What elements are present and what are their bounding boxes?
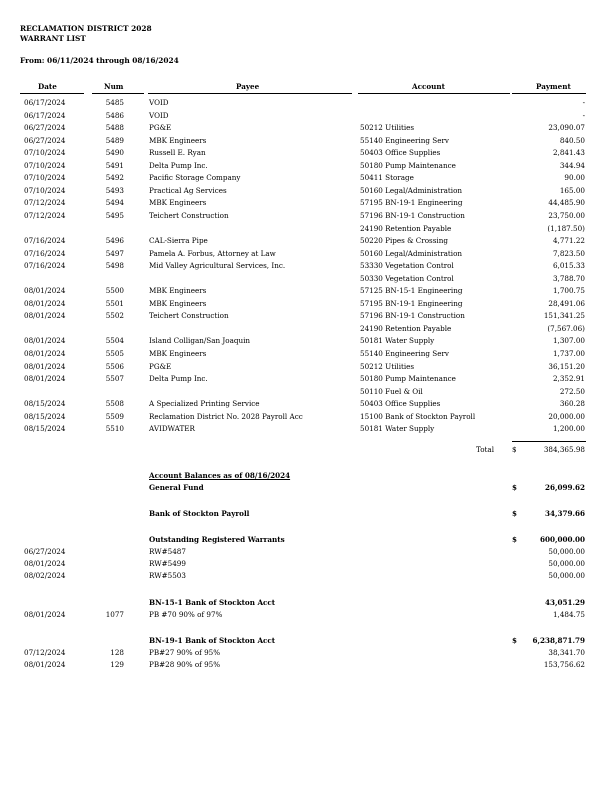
bn15-item-date: 08/01/2024	[24, 610, 66, 619]
row-date: 07/10/2024	[24, 160, 66, 170]
row-num: 5493	[105, 185, 124, 195]
row-num: 5504	[105, 336, 124, 346]
col-num: Num	[104, 82, 124, 91]
row-payment: 44,485.90	[548, 198, 585, 208]
row-payee: CAL-Sierra Pipe	[149, 236, 208, 246]
bn19-item	[0, 659, 612, 671]
outstanding-item-amount: 50,000.00	[548, 547, 585, 556]
row-account: 50180 Pump Maintenance	[360, 374, 456, 384]
row-account: 50411 Storage	[360, 173, 414, 183]
row-date: 08/15/2024	[24, 424, 66, 434]
table-row	[0, 335, 612, 347]
row-payment: 7,823.50	[552, 248, 585, 258]
row-payment: 23,090.07	[548, 123, 585, 133]
row-num: 5505	[105, 349, 124, 358]
row-account: 57196 BN-19-1 Construction	[360, 311, 465, 321]
bn19-item	[0, 647, 612, 659]
row-date: 08/01/2024	[24, 286, 66, 296]
row-date: 08/01/2024	[24, 361, 66, 371]
table-row	[0, 160, 612, 172]
col-payment-underline	[512, 93, 586, 94]
row-payee: Reclamation District No. 2028 Payroll Acc	[149, 411, 303, 421]
table-row	[0, 323, 612, 335]
row-date: 06/17/2024	[24, 98, 66, 107]
row-date: 08/15/2024	[24, 411, 66, 421]
bn15-label: BN-15-1 Bank of Stockton Acct	[149, 598, 276, 607]
total-dollar: $	[512, 445, 517, 454]
row-date: 07/12/2024	[24, 210, 66, 220]
row-payee: Teichert Construction	[149, 210, 229, 220]
row-payee: Russell E. Ryan	[149, 148, 206, 158]
row-num: 5495	[105, 210, 124, 220]
row-payee: A Specialized Printing Service	[149, 399, 260, 409]
payroll-amount: 34,379.66	[544, 509, 585, 518]
row-payment: 1,307.00	[552, 336, 585, 346]
row-date: 08/15/2024	[24, 399, 66, 409]
outstanding-item-date: 08/02/2024	[24, 571, 66, 580]
col-date: Date	[38, 82, 57, 91]
balances-title: Account Balances as of 08/16/2024	[149, 471, 291, 480]
row-account: 50110 Fuel & Oil	[360, 386, 423, 396]
row-payee: AVIDWATER	[149, 424, 195, 434]
table-row	[0, 110, 612, 122]
row-date: 08/01/2024	[24, 298, 66, 308]
table-row	[0, 97, 612, 109]
row-account: 50220 Pipes & Crossing	[360, 236, 448, 246]
row-payment: 272.50	[559, 386, 585, 396]
bn19-item-date: 08/01/2024	[24, 660, 66, 669]
row-payment: -	[582, 110, 585, 120]
table-row	[0, 411, 612, 423]
column-header-row	[20, 81, 586, 93]
outstanding-item-amount: 50,000.00	[548, 559, 585, 568]
row-payee: Delta Pump Inc.	[149, 374, 208, 384]
row-num: 5489	[105, 135, 124, 145]
bn15-amount: 43,051.29	[544, 598, 585, 607]
table-row	[0, 423, 612, 435]
row-account: 57195 BN-19-1 Engineering	[360, 198, 463, 208]
bn19-amount: 6,238,871.79	[532, 636, 585, 645]
row-account: 57125 BN-15-1 Engineering	[360, 286, 463, 296]
row-date: 07/12/2024	[24, 198, 66, 208]
row-account: 50212 Utilities	[360, 361, 415, 371]
row-payment: 2,841.43	[552, 148, 585, 158]
col-num-underline	[92, 93, 144, 94]
row-num: 5496	[105, 236, 124, 246]
row-num: 5501	[105, 298, 124, 308]
row-payee: PG&E	[149, 361, 172, 371]
bn19-item-payee: PB#28 90% of 95%	[149, 660, 221, 669]
outstanding-item-payee: RW#5487	[149, 547, 186, 556]
table-row	[0, 310, 612, 322]
bn15-row	[0, 597, 612, 609]
row-date: 07/10/2024	[24, 185, 66, 195]
row-payment: 6,015.33	[552, 261, 585, 271]
row-date: 07/16/2024	[24, 248, 66, 258]
bn19-item-amount: 38,341.70	[548, 648, 585, 657]
document-title: WARRANT LIST	[20, 34, 86, 43]
outstanding-label: Outstanding Registered Warrants	[149, 535, 285, 544]
row-payment: 2,352.91	[552, 374, 585, 384]
row-payment: 151,341.25	[543, 311, 585, 321]
table-row	[0, 147, 612, 159]
row-payee: Mid Valley Agricultural Services, Inc.	[149, 261, 286, 271]
table-row	[0, 210, 612, 222]
bn19-item-date: 07/12/2024	[24, 648, 66, 657]
row-account: 50330 Vegetation Control	[360, 273, 454, 283]
row-payment: 20,000.00	[548, 411, 585, 421]
row-payment: (7,567.06)	[547, 323, 585, 333]
row-date: 07/10/2024	[24, 148, 66, 158]
row-account: 50160 Legal/Administration	[360, 248, 463, 258]
bn15-item-amount: 1,484.75	[552, 610, 585, 619]
bn15-item-num: 1077	[105, 610, 124, 619]
outstanding-item-payee: RW#5499	[149, 559, 186, 568]
bn15-item	[0, 609, 612, 621]
col-payment: Payment	[536, 82, 571, 91]
row-account: 57195 BN-19-1 Engineering	[360, 298, 463, 308]
row-num: 5486	[105, 110, 124, 120]
row-payment: 36,151.20	[548, 361, 585, 371]
bn19-item-num: 128	[110, 648, 124, 657]
row-payee: MBK Engineers	[149, 135, 207, 145]
payroll-dollar: $	[512, 509, 518, 518]
row-date: 07/16/2024	[24, 236, 66, 246]
bn19-item-num: 129	[110, 660, 124, 669]
row-payee: Delta Pump Inc.	[149, 160, 208, 170]
row-account: 24190 Retention Payable	[360, 223, 452, 233]
row-payee: Pacific Storage Company	[149, 173, 241, 183]
outstanding-dollar: $	[512, 535, 518, 544]
payroll-row	[0, 508, 612, 520]
row-num: 5508	[105, 399, 124, 409]
outstanding-item	[0, 546, 612, 558]
row-date: 07/10/2024	[24, 173, 66, 183]
row-date: 08/01/2024	[24, 336, 66, 346]
row-account: 15100 Bank of Stockton Payroll	[360, 411, 476, 421]
general-fund-row	[0, 482, 612, 494]
outstanding-item	[0, 570, 612, 582]
row-payee: PG&E	[149, 123, 172, 133]
total-rule	[512, 441, 586, 442]
row-payment: -	[582, 98, 585, 107]
row-account: 55140 Engineering Serv	[360, 135, 449, 145]
row-date: 07/16/2024	[24, 261, 66, 271]
row-num: 5494	[105, 198, 124, 208]
row-payment: 1,700.75	[552, 286, 585, 296]
table-row	[0, 361, 612, 373]
bn19-label: BN-19-1 Bank of Stockton Acct	[149, 636, 276, 645]
row-payment: 90.00	[564, 173, 585, 183]
table-row	[0, 235, 612, 247]
bn19-row	[0, 635, 612, 647]
row-num: 5502	[105, 311, 124, 321]
date-range: From: 06/11/2024 through 08/16/2024	[20, 56, 179, 65]
table-row	[0, 273, 612, 285]
table-row	[0, 122, 612, 134]
row-date: 06/27/2024	[24, 123, 66, 133]
table-row	[0, 197, 612, 209]
row-account: 50160 Legal/Administration	[360, 185, 463, 195]
row-payee: MBK Engineers	[149, 349, 207, 358]
row-num: 5491	[105, 160, 124, 170]
row-payee: MBK Engineers	[149, 286, 207, 296]
total-label: Total	[475, 445, 494, 454]
row-payment: 360.28	[559, 399, 585, 409]
row-payment: 165.00	[559, 185, 585, 195]
col-date-underline	[20, 93, 84, 94]
outstanding-item-date: 06/27/2024	[24, 547, 66, 556]
table-row	[0, 172, 612, 184]
table-row	[0, 386, 612, 398]
row-account: 53330 Vegetation Control	[360, 261, 454, 271]
row-num: 5490	[105, 148, 124, 158]
row-account: 50180 Pump Maintenance	[360, 160, 456, 170]
row-payment: (1,187.50)	[547, 223, 585, 233]
table-row	[0, 260, 612, 272]
outstanding-item	[0, 558, 612, 570]
table-row	[0, 185, 612, 197]
row-date: 08/01/2024	[24, 374, 66, 384]
bn19-item-amount: 153,756.62	[543, 660, 585, 669]
row-num: 5498	[105, 261, 124, 271]
row-account: 50212 Utilities	[360, 123, 415, 133]
payroll-label: Bank of Stockton Payroll	[149, 509, 250, 518]
row-date: 06/17/2024	[24, 110, 66, 120]
table-row	[0, 135, 612, 147]
table-row	[0, 398, 612, 410]
row-num: 5509	[105, 411, 124, 421]
general-fund-dollar: $	[512, 483, 518, 492]
row-num: 5485	[105, 98, 124, 107]
bn15-item-payee: PB #70 90% of 97%	[149, 610, 223, 619]
row-payment: 1,737.00	[552, 349, 585, 358]
row-payee: Practical Ag Services	[149, 185, 227, 195]
row-date: 08/01/2024	[24, 349, 66, 358]
row-account: 50403 Office Supplies	[360, 399, 441, 409]
org-name: RECLAMATION DISTRICT 2028	[20, 24, 152, 33]
row-payment: 28,491.06	[548, 298, 585, 308]
row-account: 57196 BN-19-1 Construction	[360, 210, 465, 220]
row-account: 50181 Water Supply	[360, 336, 435, 346]
row-num: 5488	[105, 123, 124, 133]
col-payee: Payee	[236, 82, 260, 91]
row-account: 55140 Engineering Serv	[360, 349, 449, 358]
outstanding-row	[0, 534, 612, 546]
outstanding-amount: 600,000.00	[539, 535, 585, 544]
row-payment: 840.50	[559, 135, 585, 145]
bn19-item-payee: PB#27 90% of 95%	[149, 648, 221, 657]
row-num: 5510	[105, 424, 124, 434]
balances-title-row	[0, 470, 612, 482]
row-payee: Teichert Construction	[149, 311, 229, 321]
row-payee: MBK Engineers	[149, 198, 207, 208]
row-num: 5500	[105, 286, 124, 296]
row-payment: 4,771.22	[552, 236, 585, 246]
general-fund-label: General Fund	[149, 483, 204, 492]
table-row	[0, 285, 612, 297]
row-account: 50181 Water Supply	[360, 424, 435, 434]
total-amount: 384,365.98	[543, 445, 585, 454]
bn19-dollar: $	[512, 636, 518, 645]
outstanding-item-date: 08/01/2024	[24, 559, 66, 568]
row-payee: MBK Engineers	[149, 298, 207, 308]
row-num: 5492	[105, 173, 124, 183]
row-payee: VOID	[149, 98, 169, 107]
row-payment: 344.94	[559, 160, 585, 170]
row-num: 5507	[105, 374, 124, 384]
row-num: 5506	[105, 361, 124, 371]
row-date: 06/27/2024	[24, 135, 66, 145]
table-row	[0, 298, 612, 310]
table-row	[0, 373, 612, 385]
row-payee: Island Colligan/San Joaquin	[149, 336, 251, 346]
col-account-underline	[358, 93, 510, 94]
row-date: 08/01/2024	[24, 311, 66, 321]
row-payment: 1,200.00	[552, 424, 585, 434]
col-payee-underline	[148, 93, 352, 94]
col-account: Account	[412, 82, 445, 91]
row-payee: VOID	[149, 110, 169, 120]
row-account: 24190 Retention Payable	[360, 323, 452, 333]
outstanding-item-amount: 50,000.00	[548, 571, 585, 580]
table-row	[0, 223, 612, 235]
row-payee: Pamela A. Forbus, Attorney at Law	[149, 248, 276, 258]
outstanding-item-payee: RW#5503	[149, 571, 186, 580]
row-num: 5497	[105, 248, 124, 258]
row-payment: 23,750.00	[548, 210, 585, 220]
general-fund-amount: 26,099.62	[544, 483, 585, 492]
table-row	[0, 348, 612, 360]
total-row	[0, 444, 612, 456]
row-payment: 3,788.70	[552, 273, 585, 283]
row-account: 50403 Office Supplies	[360, 148, 441, 158]
table-row	[0, 248, 612, 260]
